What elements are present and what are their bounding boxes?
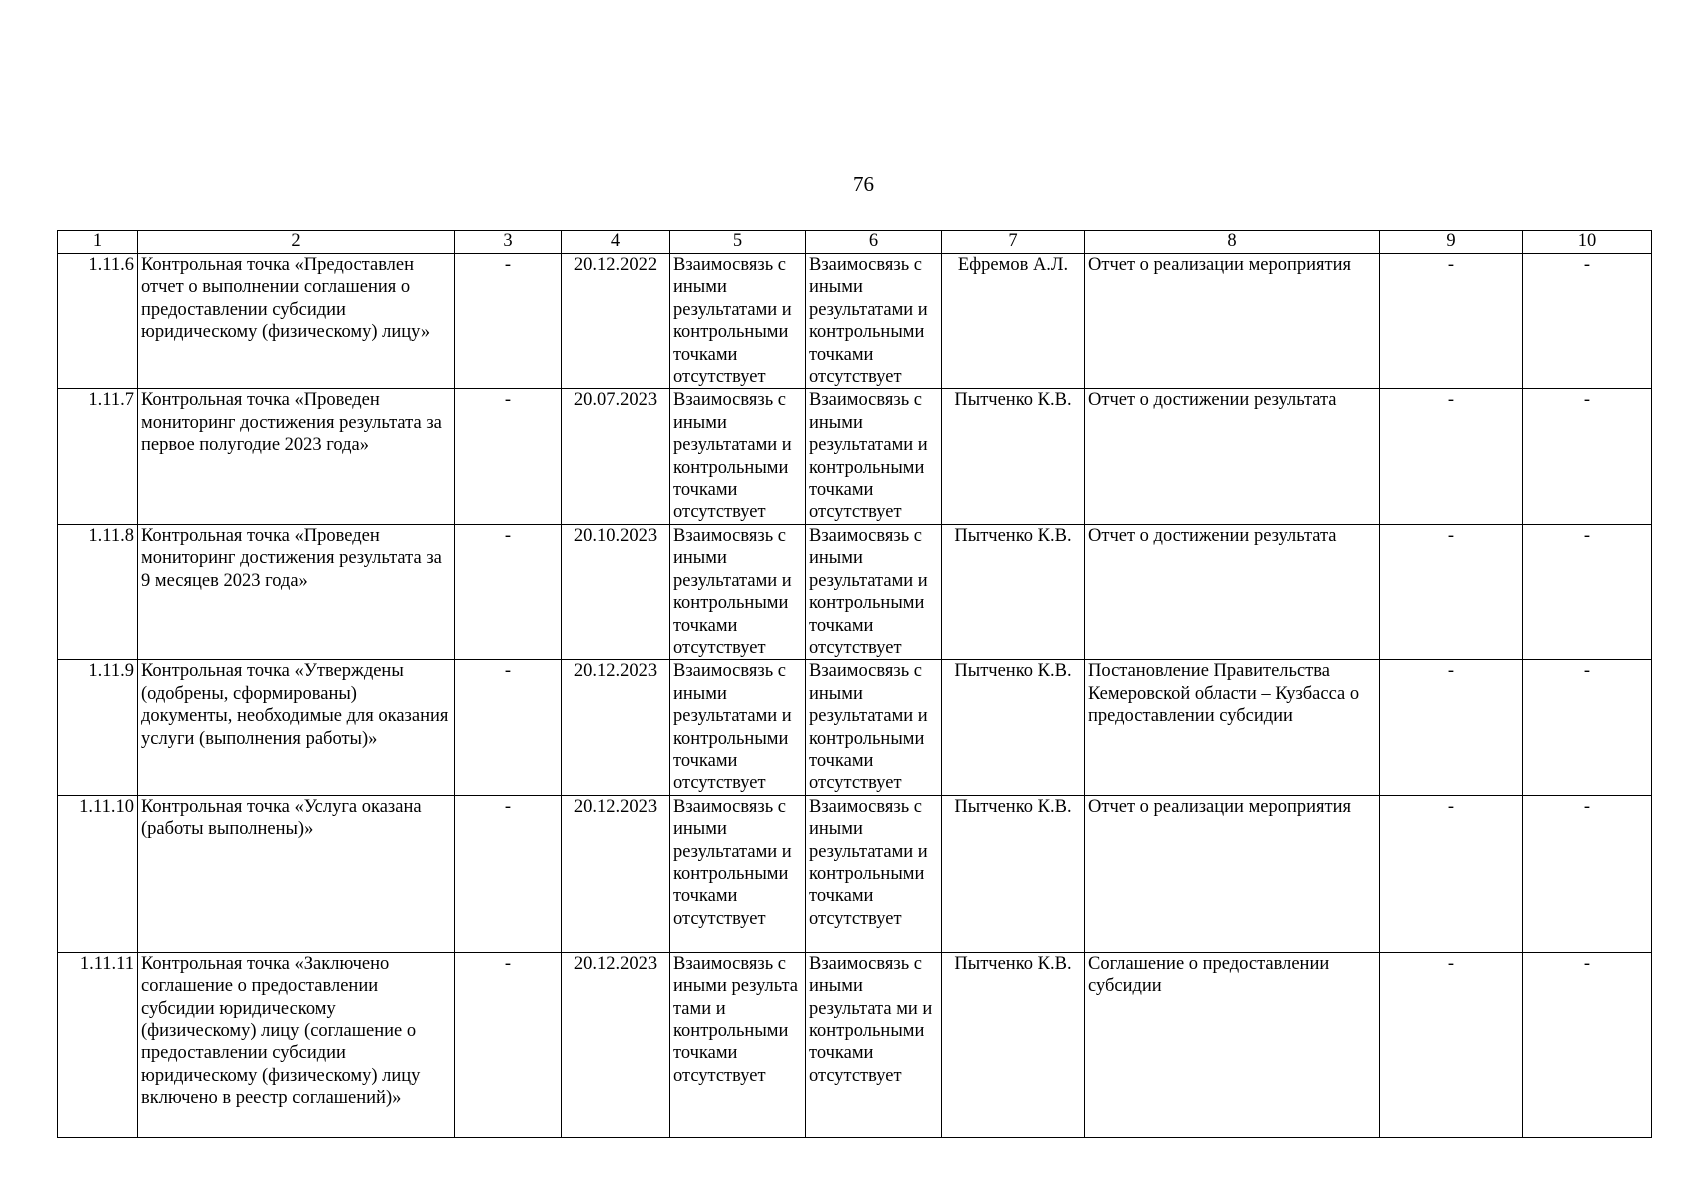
confirming-document: Постановление Правительства Кемеровской области – Кузбасса о предоставлении субсидии [1085,660,1380,795]
deadline-date: 20.12.2023 [562,795,670,952]
column-header: 10 [1523,231,1652,254]
column-3-value: - [455,952,562,1137]
responsible-person: Ефремов А.Л. [942,254,1085,389]
table-row [58,389,1652,524]
responsible-person: Пытченко К.В. [942,389,1085,524]
relation-control-points: Взаимосвязь с иными результатами и контрольными точками отсутствует [806,795,942,952]
column-10-value: - [1523,952,1652,1137]
column-header: 4 [562,231,670,254]
column-3-value: - [455,524,562,659]
column-header: 7 [942,231,1085,254]
column-header: 6 [806,231,942,254]
column-3-value: - [455,795,562,952]
column-header: 1 [58,231,138,254]
table-row [58,795,1652,952]
confirming-document: Соглашение о предоставлении субсидии [1085,952,1380,1137]
relation-control-points: Взаимосвязь с иными результатами и контрольными точками отсутствует [806,660,942,795]
deadline-date: 20.12.2022 [562,254,670,389]
relation-control-points: Взаимосвязь с иными результатами и контрольными точками отсутствует [806,254,942,389]
column-9-value: - [1380,795,1523,952]
row-number: 1.11.7 [58,389,138,524]
column-3-value: - [455,660,562,795]
control-point-name: Контрольная точка «Заключено соглашение о предоставлении субсидии юридическому (физическому) лицу (соглашение о предоставлении субсидии юридическому (физическому) лицу включено в реестр соглашений)» [138,952,455,1137]
responsible-person: Пытченко К.В. [942,952,1085,1137]
control-point-name: Контрольная точка «Утверждены (одобрены, сформированы) документы, необходимые для оказания услуги (выполнения работы)» [138,660,455,795]
column-10-value: - [1523,254,1652,389]
column-10-value: - [1523,524,1652,659]
column-9-value: - [1380,389,1523,524]
relation-results: Взаимосвязь с иными результа тами и контрольными точками отсутствует [670,952,806,1137]
control-point-name: Контрольная точка «Проведен мониторинг достижения результата за первое полугодие 2023 года» [138,389,455,524]
row-number: 1.11.6 [58,254,138,389]
control-point-name: Контрольная точка «Проведен мониторинг достижения результата за 9 месяцев 2023 года» [138,524,455,659]
column-3-value: - [455,254,562,389]
relation-control-points: Взаимосвязь с иными результатами и контрольными точками отсутствует [806,524,942,659]
table-row [58,254,1652,389]
column-10-value: - [1523,389,1652,524]
header-row [58,231,1652,254]
relation-control-points: Взаимосвязь с иными результата ми и контрольными точками отсутствует [806,952,942,1137]
confirming-document: Отчет о достижении результата [1085,524,1380,659]
relation-results: Взаимосвязь с иными результатами и контрольными точками отсутствует [670,524,806,659]
responsible-person: Пытченко К.В. [942,795,1085,952]
column-9-value: - [1380,254,1523,389]
column-10-value: - [1523,660,1652,795]
deadline-date: 20.12.2023 [562,660,670,795]
column-3-value: - [455,389,562,524]
column-header: 9 [1380,231,1523,254]
relation-results: Взаимосвязь с иными результатами и контрольными точками отсутствует [670,795,806,952]
page-number: 76 [853,172,874,196]
relation-results: Взаимосвязь с иными результатами и контрольными точками отсутствует [670,254,806,389]
control-point-name: Контрольная точка «Предоставлен отчет о выполнении соглашения о предоставлении субсидии юридическому (физическому) лицу» [138,254,455,389]
table-row [58,952,1652,1137]
row-number: 1.11.11 [58,952,138,1137]
column-9-value: - [1380,660,1523,795]
table-row [58,524,1652,659]
deadline-date: 20.10.2023 [562,524,670,659]
row-number: 1.11.9 [58,660,138,795]
confirming-document: Отчет о реализации мероприятия [1085,795,1380,952]
relation-results: Взаимосвязь с иными результатами и контрольными точками отсутствует [670,660,806,795]
relation-results: Взаимосвязь с иными результатами и контрольными точками отсутствует [670,389,806,524]
column-header: 2 [138,231,455,254]
confirming-document: Отчет о реализации мероприятия [1085,254,1380,389]
column-9-value: - [1380,952,1523,1137]
column-10-value: - [1523,795,1652,952]
column-header: 3 [455,231,562,254]
confirming-document: Отчет о достижении результата [1085,389,1380,524]
row-number: 1.11.10 [58,795,138,952]
row-number: 1.11.8 [58,524,138,659]
deadline-date: 20.07.2023 [562,389,670,524]
responsible-person: Пытченко К.В. [942,660,1085,795]
column-header: 8 [1085,231,1380,254]
deadline-date: 20.12.2023 [562,952,670,1137]
table-row [58,660,1652,795]
responsible-person: Пытченко К.В. [942,524,1085,659]
column-9-value: - [1380,524,1523,659]
control-point-name: Контрольная точка «Услуга оказана (работы выполнены)» [138,795,455,952]
column-header: 5 [670,231,806,254]
control-points-table [57,230,1652,1138]
relation-control-points: Взаимосвязь с иными результатами и контрольными точками отсутствует [806,389,942,524]
